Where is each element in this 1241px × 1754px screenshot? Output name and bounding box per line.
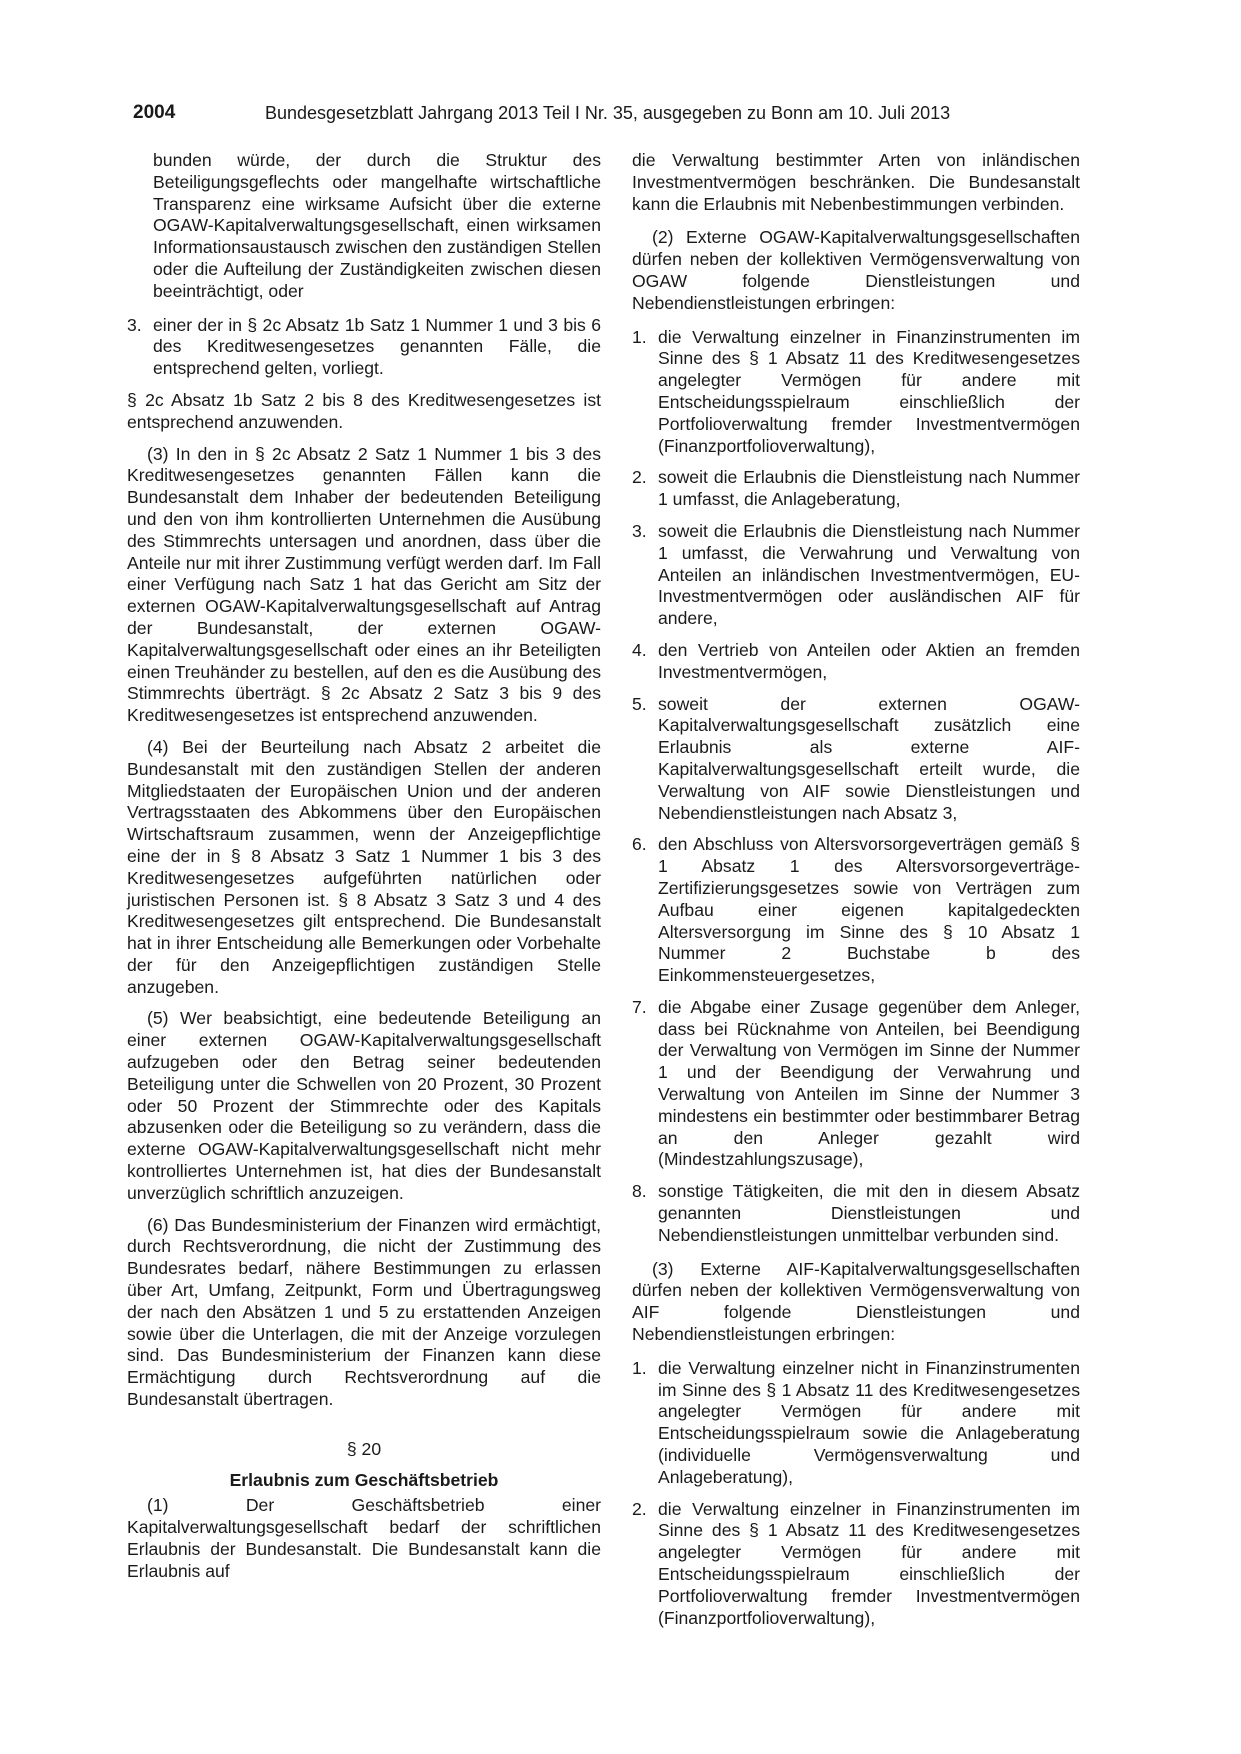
list-item	[632, 997, 1080, 1171]
list-item-number: 3.	[127, 314, 142, 335]
list-item-text: den Abschluss von Altersvorsorgeverträgen gemäß § 1 Absatz 1 des Altersvorsorgeverträge-Zertifizierungsgesetzes sowie von Verträgen zum Aufbau einer eigenen kapitalgedeckten Altersversorgung im Sinne des § 10 Absatz 1 Nummer 2 Buchstabe b des Einkommensteuergesetzes,	[658, 834, 1080, 986]
list-item	[632, 1499, 1080, 1630]
list-item-number: 3.	[632, 520, 647, 541]
list-item-text: soweit die Erlaubnis die Dienstleistung nach Nummer 1 umfasst, die Verwahrung und Verwaltung von Anteilen an inländischen Investmentvermögen, EU-Investmentvermögen oder ausländischen AIF für andere,	[658, 520, 1080, 629]
list-item-text: die Abgabe einer Zusage gegenüber dem Anleger, dass bei Rücknahme von Anteilen, bei Beendigung der Verwaltung von Vermögen im Sinne der Nummer 1 und der Beendigung der Verwahrung und Verwaltung von Anteilen im Sinne der Nummer 3 mindestens ein bestimmter oder bestimmbarer Betrag an den Anleger gezahlt wird (Mindestzahlungszusage),	[658, 996, 1080, 1170]
list-item	[632, 834, 1080, 987]
paragraph-4: (4) Bei der Beurteilung nach Absatz 2 arbeitet die Bundesanstalt mit den zuständigen Stellen der anderen Mitgliedstaaten der Europäischen Union und der anderen Vertragsstaaten des Abkommens über den Europäischen Wirtschaftsraum zusammen, wenn der Anzeigepflichtige eine der in § 8 Absatz 3 Satz 1 Nummer 1 bis 3 des Kreditwesengesetzes aufgeführten natürlichen oder juristischen Personen ist. § 8 Absatz 3 Satz 3 und 4 des Kreditwesengesetzes gilt entsprechend. Die Bundesanstalt hat in ihrer Entscheidung alle Bemerkungen oder Vorbehalte der für den Anzeigepflichtigen zuständigen Stelle anzugeben.	[127, 736, 601, 997]
list-item-number: 1.	[632, 1357, 647, 1378]
list-item-text: einer der in § 2c Absatz 1b Satz 1 Nummer 1 und 3 bis 6 des Kreditwesengesetzes genannten Fälle, die entsprechend gelten, vorliegt.	[153, 314, 601, 379]
list-item-text: soweit die Erlaubnis die Dienstleistung nach Nummer 1 umfasst, die Anlageberatung,	[658, 467, 1080, 510]
section-20-paragraph-2-intro: (2) Externe OGAW-Kapitalverwaltungsgesellschaften dürfen neben der kollektiven Vermögensverwaltung von OGAW folgende Dienstleistungen und Nebendienstleistungen erbringen:	[632, 227, 1080, 313]
list-item	[632, 1358, 1080, 1489]
paragraph-5: (5) Wer beabsichtigt, eine bedeutende Beteiligung an einer externen OGAW-Kapitalverwaltungsgesellschaft aufzugeben oder den Betrag seiner bedeutenden Beteiligung unter die Schwellen von 20 Prozent, 30 Prozent oder 50 Prozent der Stimmrechte oder des Kapitals abzusenken oder die Beteiligung so zu verändern, dass die externe OGAW-Kapitalverwaltungsgesellschaft nicht mehr kontrolliertes Unternehmen ist, hat dies der Bundesanstalt unverzüglich schriftlich anzuzeigen.	[127, 1008, 601, 1203]
list-item-number: 4.	[632, 639, 647, 660]
list-item	[632, 327, 1080, 458]
list-item-number: 6.	[632, 834, 647, 855]
section-20-paragraph-1-start: (1) Der Geschäftsbetrieb einer Kapitalverwaltungsgesellschaft bedarf der schriftlichen Erlaubnis der Bundesanstalt. Die Bundesanstalt kann die Erlaubnis auf	[127, 1495, 601, 1581]
page-number: 2004	[133, 102, 176, 123]
paragraph-3: (3) In den in § 2c Absatz 2 Satz 1 Nummer 1 bis 3 des Kreditwesengesetzes genannten Fällen kann die Bundesanstalt dem Inhaber der bedeutenden Beteiligung und den von ihm kontrollierten Unternehmen die Ausübung des Stimmrechts untersagen und anordnen, dass über die Anteile nur mit ihrer Zustimmung verfügt werden darf. Im Fall einer Verfügung nach Satz 1 hat das Gericht am Sitz der externen OGAW-Kapitalverwaltungsgesellschaft auf Antrag der Bundesanstalt, der externen OGAW-Kapitalverwaltungsgesellschaft oder eines an ihr Beteiligten einen Treuhänder zu bestellen, auf den es die Ausübung des Stimmrechts überträgt. § 2c Absatz 2 Satz 3 bis 9 des Kreditwesengesetzes ist entsprechend anzuwenden.	[127, 443, 601, 726]
list-item	[632, 1181, 1080, 1246]
paragraph-2c: § 2c Absatz 1b Satz 2 bis 8 des Kreditwesengesetzes ist entsprechend anzuwenden.	[127, 389, 601, 432]
list-item-text: den Vertrieb von Anteilen oder Aktien an fremden Investmentvermögen,	[658, 639, 1080, 682]
continuation-paragraph: bunden würde, der durch die Struktur des Beteiligungsgeflechts oder mangelhafte wirtschaftliche Transparenz eine wirksame Aufsicht über die externe OGAW-Kapitalverwaltungsgesellschaft, einen wirksamen Informationsaustausch zwischen den zuständigen Stellen oder die Aufteilung der Zuständigkeiten zwischen diesen beeinträchtigt, oder	[153, 150, 601, 301]
list-item-number: 2.	[632, 1498, 647, 1519]
gazette-title: Bundesgesetzblatt Jahrgang 2013 Teil I Nr. 35, ausgegeben zu Bonn am 10. Juli 2013	[265, 103, 951, 123]
list-item-text: die Verwaltung einzelner nicht in Finanzinstrumenten im Sinne des § 1 Absatz 11 des Kreditwesengesetzes angelegter Vermögen für andere mit Entscheidungsspielraum sowie die Anlageberatung (individuelle Vermögensverwaltung und Anlageberatung),	[658, 1357, 1080, 1487]
list-item-text: die Verwaltung einzelner in Finanzinstrumenten im Sinne des § 1 Absatz 11 des Kreditwesengesetzes angelegter Vermögen für andere mit Entscheidungsspielraum einschließlich der Portfolioverwaltung fremder Investmentvermögen (Finanzportfolioverwaltung),	[658, 1498, 1080, 1628]
section-title: Erlaubnis zum Geschäftsbetrieb	[229, 1469, 499, 1490]
list-item-number: 5.	[632, 693, 647, 714]
list-item-text: soweit der externen OGAW-Kapitalverwaltungsgesellschaft zusätzlich eine Erlaubnis als externe AIF-Kapitalverwaltungsgesellschaft erteilt wurde, die Verwaltung von AIF sowie Dienstleistungen und Nebendienstleistungen nach Absatz 3,	[658, 693, 1080, 823]
right-column	[632, 150, 1080, 1629]
section-20-paragraph-3-intro: (3) Externe AIF-Kapitalverwaltungsgesellschaften dürfen neben der kollektiven Vermögensverwaltung von AIF folgende Dienstleistungen und Nebendienstleistungen erbringen:	[632, 1258, 1080, 1345]
left-column	[127, 150, 601, 1583]
list-item-text: sonstige Tätigkeiten, die mit den in diesem Absatz genannten Dienstleistungen und Nebendienstleistungen unmittelbar verbunden sind.	[658, 1181, 1080, 1245]
list-item-text: die Verwaltung einzelner in Finanzinstrumenten im Sinne des § 1 Absatz 11 des Kreditwesengesetzes angelegter Vermögen für andere mit Entscheidungsspielraum einschließlich der Portfolioverwaltung fremder Investmentvermögen (Finanzportfolioverwaltung),	[658, 326, 1080, 456]
section-20-paragraph-1-end: die Verwaltung bestimmter Arten von inländischen Investmentvermögen beschränken. Die Bundesanstalt kann die Erlaubnis mit Nebenbestimmungen verbinden.	[632, 150, 1080, 214]
list-item-number: 2.	[632, 467, 647, 488]
list-item	[632, 640, 1080, 684]
paragraph-6: (6) Das Bundesministerium der Finanzen wird ermächtigt, durch Rechtsverordnung, die nicht der Zustimmung des Bundesrates bedarf, nähere Bestimmungen zu erlassen über Art, Umfang, Zeitpunkt, Form und Übertragungsweg der nach den Absätzen 1 und 5 zu erstattenden Anzeigen sowie über die Unterlagen, die mit der Anzeige vorzulegen sind. Das Bundesministerium der Finanzen kann diese Ermächtigung durch Rechtsverordnung auf die Bundesanstalt übertragen.	[127, 1214, 601, 1410]
list-item	[632, 694, 1080, 825]
section-number: § 20	[346, 1438, 382, 1459]
list-item	[632, 521, 1080, 630]
list-item-3	[127, 315, 601, 380]
list-item	[632, 467, 1080, 511]
list-item-number: 1.	[632, 326, 647, 347]
list-item-number: 7.	[632, 996, 647, 1017]
list-item-number: 8.	[632, 1181, 647, 1202]
page-header	[133, 100, 1113, 126]
